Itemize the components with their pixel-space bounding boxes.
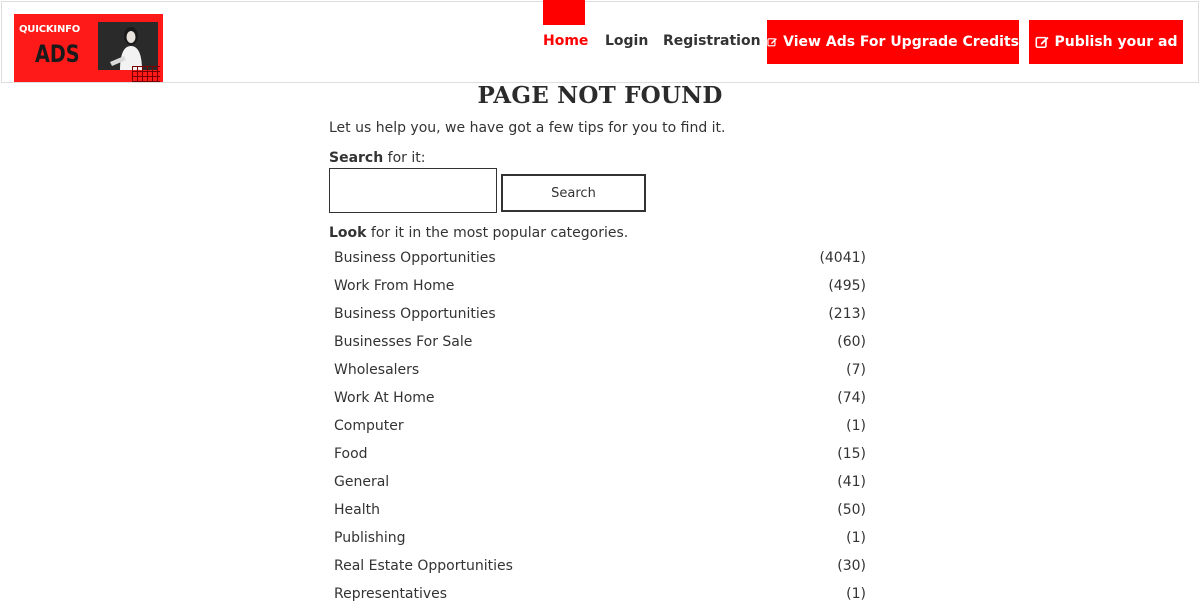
logo-grid-pattern [132, 66, 160, 82]
edit-icon [767, 35, 777, 49]
site-logo[interactable] [14, 14, 163, 82]
category-count: (495) [828, 278, 866, 294]
category-count: (50) [837, 502, 866, 518]
category-name[interactable]: Publishing [334, 530, 406, 546]
search-label-bold: Search [329, 150, 384, 166]
search-label-rest: for it: [383, 150, 426, 166]
category-name[interactable]: Wholesalers [334, 362, 420, 378]
category-item[interactable] [334, 300, 866, 328]
category-count: (41) [837, 474, 866, 490]
category-count: (1) [846, 586, 866, 602]
search-button[interactable]: Search [501, 174, 646, 212]
publish-ad-button[interactable] [1029, 20, 1183, 64]
category-item[interactable] [334, 468, 866, 496]
category-item[interactable] [334, 580, 866, 608]
category-item[interactable] [334, 384, 866, 412]
look-label [329, 225, 628, 241]
category-name[interactable]: Representatives [334, 586, 448, 602]
category-name[interactable]: Health [334, 502, 380, 518]
category-count: (74) [837, 390, 866, 406]
category-name[interactable]: General [334, 474, 390, 490]
category-list [334, 244, 866, 608]
nav-registration-link[interactable]: Registration [663, 33, 761, 49]
nav-login-link[interactable]: Login [605, 33, 649, 49]
site-header [1, 1, 1199, 83]
category-item[interactable] [334, 412, 866, 440]
logo-woman-photo [98, 22, 158, 70]
help-tips-text: Let us help you, we have got a few tips for you to find it. [329, 120, 726, 136]
upgrade-button-label: View Ads For Upgrade Credits [783, 34, 1019, 50]
nav-home-link[interactable]: Home [543, 33, 589, 49]
category-count: (4041) [819, 250, 866, 266]
category-name[interactable]: Real Estate Opportunities [334, 558, 513, 574]
search-label [329, 150, 425, 166]
category-name[interactable]: Business Opportunities [334, 306, 496, 322]
category-name[interactable]: Work At Home [334, 390, 435, 406]
category-item[interactable] [334, 496, 866, 524]
category-name[interactable]: Work From Home [334, 278, 455, 294]
category-item[interactable] [334, 328, 866, 356]
publish-button-label: Publish your ad [1054, 34, 1178, 50]
category-name[interactable]: Business Opportunities [334, 250, 496, 266]
category-item[interactable] [334, 552, 866, 580]
category-count: (7) [846, 362, 866, 378]
category-item[interactable] [334, 524, 866, 552]
edit-icon [1035, 35, 1049, 49]
category-item[interactable] [334, 356, 866, 384]
category-count: (1) [846, 530, 866, 546]
page-title: PAGE NOT FOUND [477, 82, 723, 109]
look-label-rest: for it in the most popular categories. [366, 225, 629, 241]
category-name[interactable]: Businesses For Sale [334, 334, 473, 350]
search-input[interactable] [329, 168, 497, 213]
category-item[interactable] [334, 440, 866, 468]
category-name[interactable]: Computer [334, 418, 404, 434]
category-item[interactable] [334, 272, 866, 300]
look-label-bold: Look [329, 225, 367, 241]
view-ads-upgrade-credits-button[interactable] [767, 20, 1019, 64]
category-count: (15) [837, 446, 866, 462]
category-count: (60) [837, 334, 866, 350]
logo-text-quickinfo: QUICKINFO [19, 24, 81, 35]
nav-active-indicator [543, 0, 585, 25]
category-count: (1) [846, 418, 866, 434]
category-item[interactable] [334, 244, 866, 272]
category-count: (30) [837, 558, 866, 574]
category-count: (213) [828, 306, 866, 322]
logo-text-ads: ADS [35, 40, 80, 68]
category-name[interactable]: Food [334, 446, 368, 462]
